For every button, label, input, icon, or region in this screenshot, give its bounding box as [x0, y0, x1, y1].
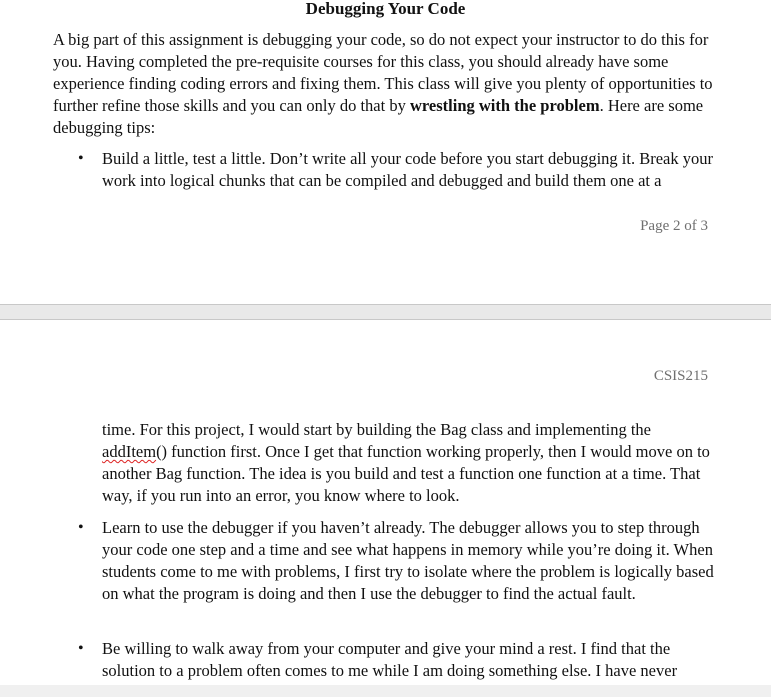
document-page-1 [0, 0, 771, 304]
intro-bold-phrase: wrestling with the problem [409, 96, 600, 115]
bullet-icon: • [78, 519, 84, 536]
bullet-icon: • [78, 150, 84, 167]
spellcheck-flagged-word[interactable]: addItem [102, 442, 157, 461]
page-break-gap [0, 304, 771, 320]
intro-text-start: A big part of this assignment is debugging your code, so do not expect your instructor to do this for you. Having completed the pre-requisite courses for this class, you should already have some experience finding coding errors and fixing them. This class will give you plenty of opportunities to further refine those skills and you can only do that by [53, 30, 713, 115]
intro-paragraph [53, 29, 718, 139]
tip-1-text-part-1: Build a little, test a little. Don’t write all your code before you start debugging it. Break your work into logical chunks that can be compiled and debugged and build them one at a [102, 149, 713, 190]
tip-1-text-part-2 [102, 419, 714, 507]
bullet-icon: • [78, 640, 84, 657]
tip-2-text: Learn to use the debugger if you haven’t already. The debugger allows you to step through your code one step and a time and see what happens in memory while you’re doing it. When students come to me with problems, I first try to isolate where the problem is logically based on what the program is doing and then I use the debugger to find the actual fault. [102, 518, 714, 603]
page-footer: Page 2 of 3 [640, 218, 708, 234]
page-header: CSIS215 [653, 368, 708, 384]
tip-1-continuation-end: () function first. Once I get that function working properly, then I would move on to another Bag function. The idea is you build and test a function one function at a time. That way, if you run into an error, you know where to look. [102, 442, 710, 505]
section-heading: Debugging Your Code [305, 0, 466, 18]
tip-3-text: Be willing to walk away from your computer and give your mind a rest. I find that the solution to a problem often comes to me while I am doing something else. I have never [102, 639, 678, 680]
tip-1-continuation-start: time. For this project, I would start by building the Bag class and implementing the [102, 420, 651, 439]
status-strip [0, 685, 771, 697]
document-page-2 [0, 320, 771, 685]
intro-text-end: . Here are some debugging tips: [53, 96, 704, 137]
